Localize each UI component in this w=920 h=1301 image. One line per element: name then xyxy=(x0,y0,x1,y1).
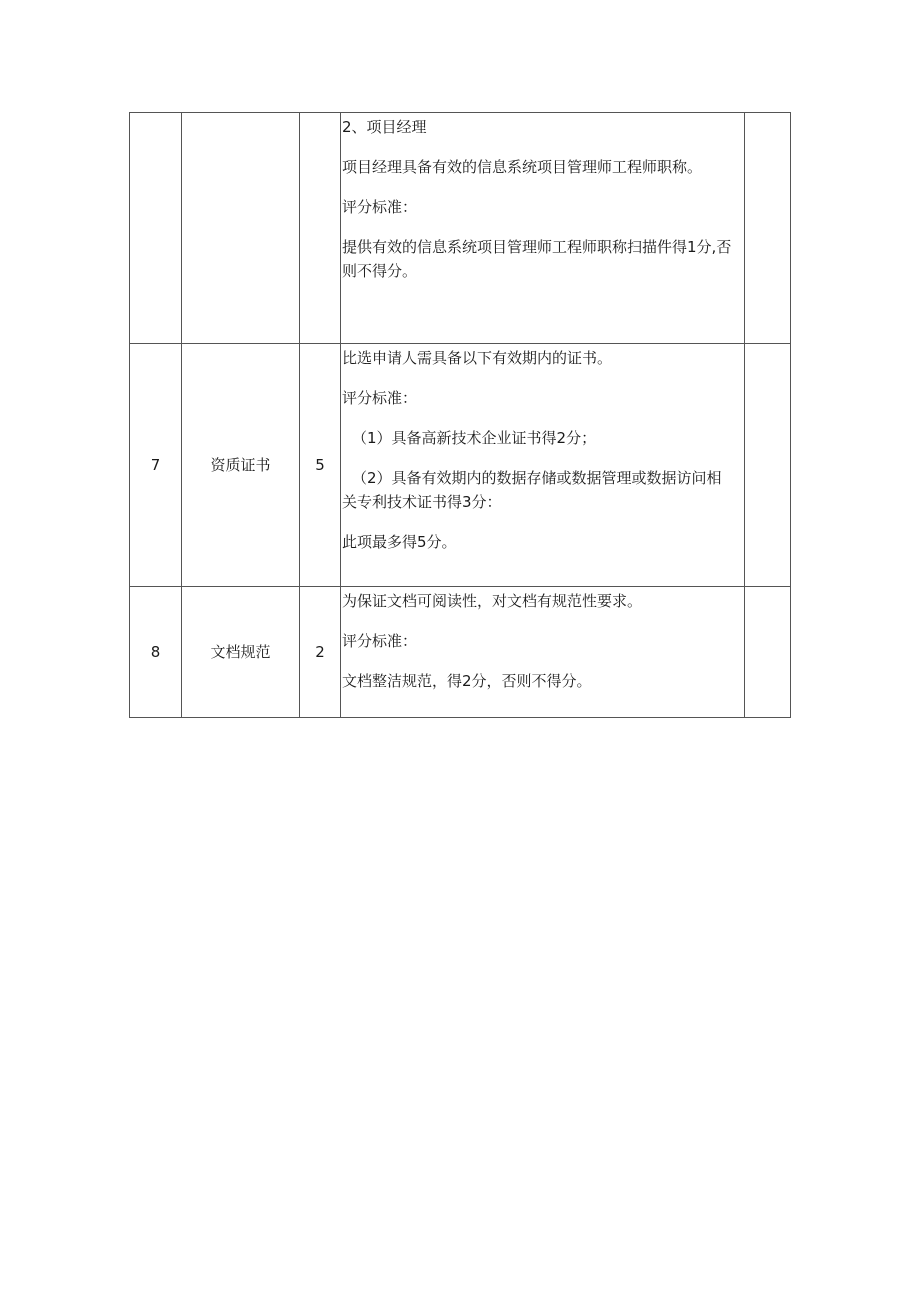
remark-cell xyxy=(745,344,791,587)
criteria-heading: 2、项目经理 xyxy=(342,118,427,136)
criteria-cell xyxy=(341,344,745,587)
item-score-cell xyxy=(300,113,341,344)
criteria-text: 比选申请人需具备以下有效期内的证书。 xyxy=(342,349,613,367)
scoring-table xyxy=(129,112,791,718)
item-name-cell: 资质证书 xyxy=(182,344,300,587)
criteria-cell xyxy=(341,113,745,344)
remark-cell xyxy=(745,587,791,718)
item-name-cell xyxy=(182,113,300,344)
criteria-text: 提供有效的信息系统项目管理师工程师职称扫描件得1分,否则不得分。 xyxy=(342,238,732,280)
item-name-cell: 文档规范 xyxy=(182,587,300,718)
criteria-text: 此项最多得5分。 xyxy=(342,533,457,551)
criteria-text: 为保证文档可阅读性，对文档有规范性要求。 xyxy=(342,592,643,610)
criteria-text: 项目经理具备有效的信息系统项目管理师工程师职称。 xyxy=(342,158,703,176)
remark-cell xyxy=(745,113,791,344)
item-score-cell: 5 xyxy=(300,344,341,587)
criteria-item: （2）具备有效期内的数据存储或数据管理或数据访问相关专利技术证书得3分： xyxy=(342,469,722,511)
table-row xyxy=(130,587,791,718)
criteria-label: 评分标准： xyxy=(342,389,418,407)
criteria-item: （1）具备高新技术企业证书得2分； xyxy=(352,429,597,447)
item-number-cell: 8 xyxy=(130,587,182,718)
criteria-label: 评分标准： xyxy=(342,198,418,216)
item-number-cell xyxy=(130,113,182,344)
criteria-cell xyxy=(341,587,745,718)
table-row xyxy=(130,344,791,587)
criteria-label: 评分标准： xyxy=(342,632,418,650)
item-number-cell: 7 xyxy=(130,344,182,587)
criteria-text: 文档整洁规范，得2分，否则不得分。 xyxy=(342,672,592,690)
item-score-cell: 2 xyxy=(300,587,341,718)
table-row xyxy=(130,113,791,344)
